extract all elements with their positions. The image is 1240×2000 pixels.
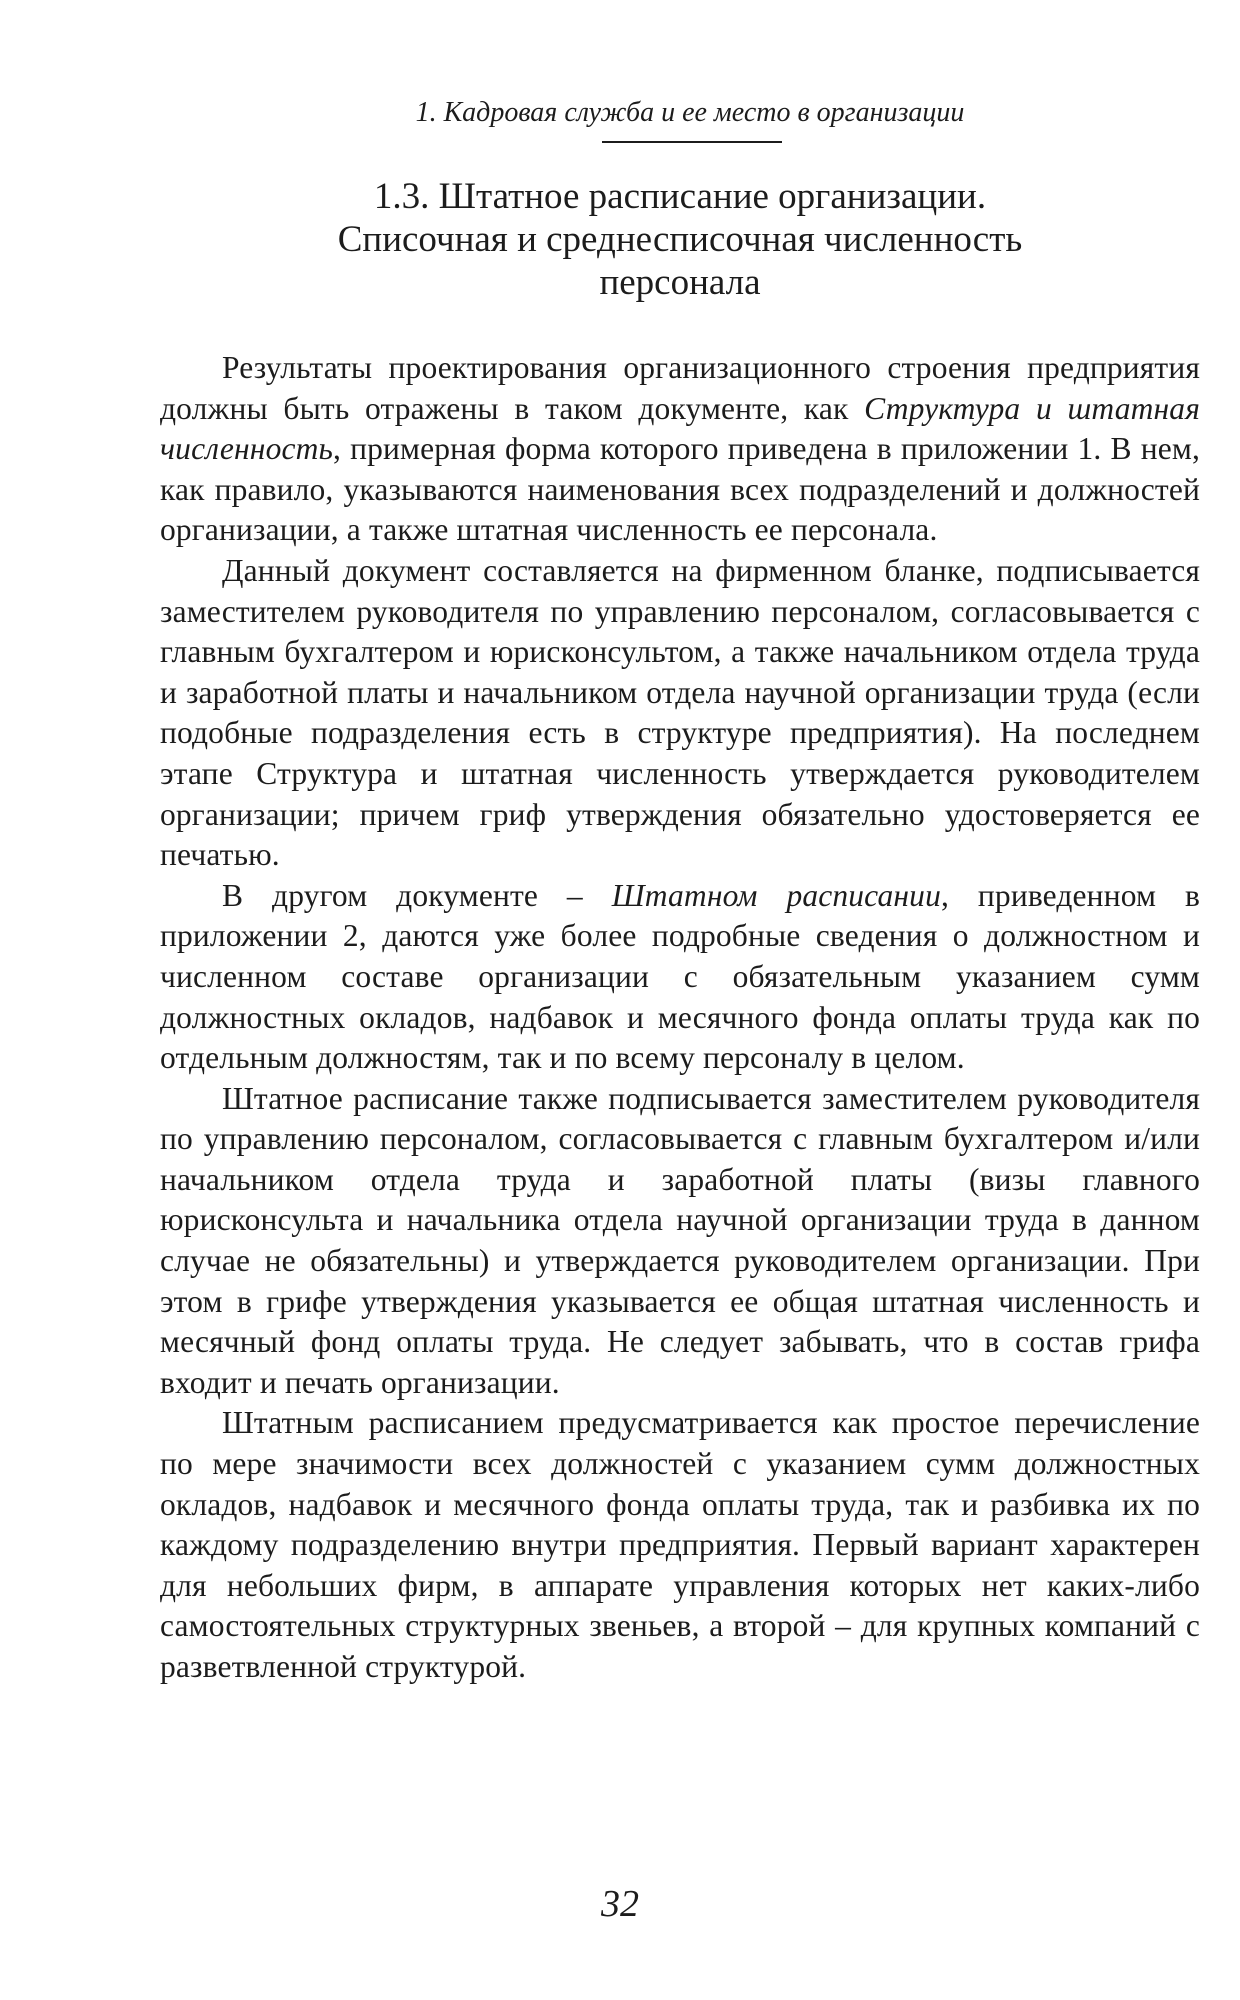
body-text [160, 348, 1200, 1688]
section-title-line-3: персонала [599, 262, 761, 303]
paragraph-1-text: Результаты проектирования организационного строения предприятия должны быть отражены в таком документе, как [160, 350, 1200, 426]
page-number: 32 [601, 1883, 639, 1925]
header-rule [602, 141, 782, 143]
section-title-line-1: 1.3. Штатное расписание организации. [373, 176, 987, 217]
section-title [160, 175, 1200, 304]
page-content [160, 95, 1200, 1688]
running-head: 1. Кадровая служба и ее место в организации [415, 97, 965, 128]
paragraph-5 [160, 1403, 1200, 1687]
section-title-line-2: Списочная и среднесписочная численность [337, 219, 1023, 260]
paragraph-4 [160, 1079, 1200, 1404]
paragraph-1-text-cont: , примерная форма которого приведена в приложении 1. В нем, как правило, указываются наименования всех подразделений и должностей организации, а также штатная численность ее персонала. [160, 431, 1200, 548]
paragraph-1-emphasis: Структура и штатная численность [160, 390, 1200, 467]
paragraph-2 [160, 551, 1200, 876]
paragraph-5-text: Штатным расписанием предусматривается как простое перечисление по мере значимости всех должностей с указанием сумм должностных окладов, надбавок и месячного фонда оплаты труда, так и разбивка их по каждому подразделению внутри предприятия. Первый вариант характерен для небольших фирм, в аппарате управления которых нет каких-либо самостоятельных структурных звеньев, а второй – для крупных компаний с разветвленной структурой. [160, 1405, 1200, 1684]
paragraph-4-text: Штатное расписание также подписывается заместителем руководителя по управлению персоналом, согласовывается с главным бухгалтером и/или начальником отдела труда и заработной платы (визы главного юрисконсульта и начальника отдела научной организации труда в данном случае не обязательны) и утверждается руководителем организации. При этом в грифе утверждения указывается ее общая штатная численность и месячный фонд оплаты труда. Не следует забывать, что в состав грифа входит и печать организации. [160, 1080, 1200, 1400]
paragraph-3-emphasis: Штатном расписании [611, 877, 941, 913]
paragraph-2-text: Данный документ составляется на фирменном бланке, подписывается заместителем руководителя по управлению персоналом, согласовывается с главным бухгалтером и юрисконсультом, а также начальником отдела труда и заработной платы и начальником отдела научной организации труда (если подобные подразделения есть в структуре предприятия). На последнем этапе Структура и штатная численность утверждается руководителем организации; причем гриф утверждения обязательно удостоверяется ее печатью. [160, 552, 1200, 873]
paragraph-1 [160, 348, 1200, 551]
paragraph-3-text-cont: , приведенном в приложении 2, даются уже более подробные сведения о должностном и численном составе организации с обязательным указанием сумм должностных окладов, надбавок и месячного фонда оплаты труда как по отдельным должностям, так и по всему персоналу в целом. [160, 877, 1201, 1076]
paragraph-3 [160, 876, 1200, 1079]
paragraph-3-text: В другом документе – [222, 877, 612, 913]
